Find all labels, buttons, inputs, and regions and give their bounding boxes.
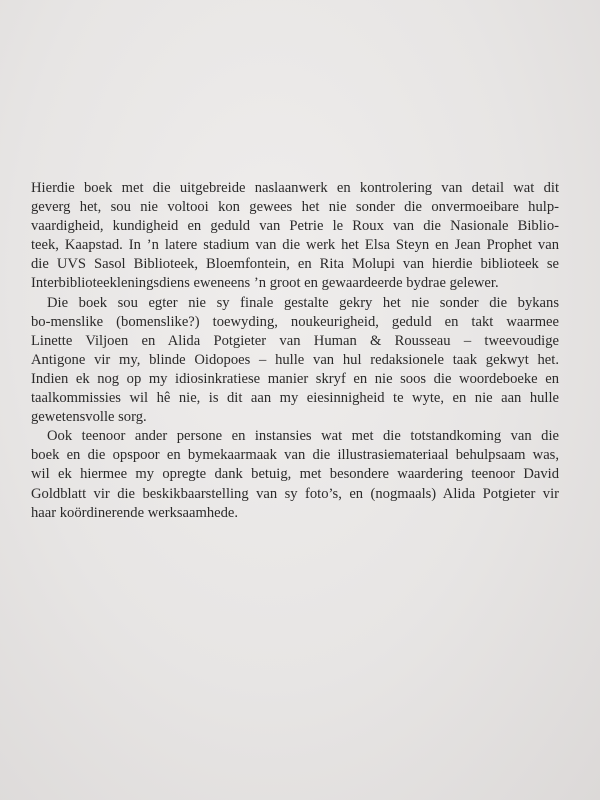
paragraph-line: Goldblatt vir die beskikbaarstelling van sy foto’s, en (nogmaals) Alida Potgieter vir xyxy=(31,485,559,502)
paragraph-line: Interbiblioteekleningsdiens eweneens ’n groot en gewaardeerde bydrae gelewer. xyxy=(31,275,499,292)
paragraph-line: Die boek sou egter nie sy finale gestalte gekry het nie sonder die bykans xyxy=(47,294,559,311)
paragraph-line: Linette Viljoen en Alida Potgieter van Human & Rousseau – tweevoudige xyxy=(31,332,559,349)
paragraph-2 xyxy=(31,294,559,428)
paragraph-line: Indien ek nog op my idiosinkratiese manier skryf en nie soos die woordeboeke en xyxy=(31,370,559,387)
paragraph-3 xyxy=(31,427,559,522)
paragraph-line: vaardigheid, kundigheid en geduld van Petrie le Roux van die Nasionale Biblio- xyxy=(31,218,559,235)
paragraph-line: Antigone vir my, blinde Oidopoes – hulle van hul redaksionele taak gekwyt het. xyxy=(31,351,559,368)
acknowledgements-text xyxy=(31,179,559,523)
paragraph-1 xyxy=(31,179,559,294)
paragraph-line: haar koördinerende werksaamhede. xyxy=(31,504,239,521)
paragraph-line: Ook teenoor ander persone en instansies wat met die totstandkoming van die xyxy=(47,428,559,445)
paragraph-line: boek en die opspoor en bymekaarmaak van die illustrasiemateriaal behulpsaam was, xyxy=(31,447,559,464)
paragraph-line: geverg het, sou nie voltooi kon gewees het nie sonder die onvermoeibare hulp- xyxy=(31,199,559,216)
paragraph-line: gewetensvolle sorg. xyxy=(31,409,147,426)
paragraph-line: bo-menslike (bomenslike?) toewyding, noukeurigheid, geduld en takt waarmee xyxy=(31,313,559,330)
paragraph-line: Hierdie boek met die uitgebreide naslaanwerk en kontrolering van detail wat dit xyxy=(31,180,559,196)
paragraph-line: teek, Kaapstad. In ’n latere stadium van die werk het Elsa Steyn en Jean Prophet van xyxy=(31,237,559,254)
paragraph-line: wil ek hiermee my opregte dank betuig, met besondere waardering teenoor David xyxy=(31,466,559,483)
paragraph-line: taalkommissies wil hê nie, is dit aan my eiesinnigheid te wyte, en nie aan hulle xyxy=(31,390,559,407)
paragraph-line: die UVS Sasol Biblioteek, Bloemfontein, en Rita Molupi van hierdie biblioteek se xyxy=(31,256,559,273)
